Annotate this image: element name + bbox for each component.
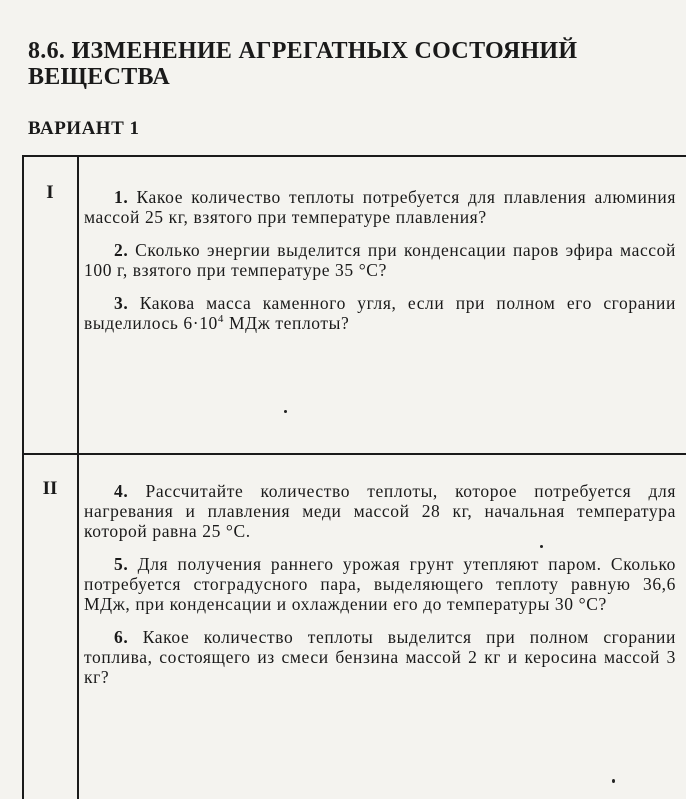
problem-1: [84, 187, 676, 227]
section-title: 8.6. ИЗМЕНЕНИЕ АГРЕГАТНЫХ СОСТОЯНИЙ ВЕЩЕСТВА: [28, 38, 578, 90]
print-speck: [540, 545, 543, 548]
problem-6: [84, 627, 676, 687]
problem-group-1: [84, 187, 676, 346]
problem-group-2: [84, 481, 676, 700]
problem-text: Сколько энергии выделится при конденсации паров эфира массой 100 г, взятого при температуре 35 °C?: [84, 240, 676, 280]
problem-number: 1.: [114, 187, 129, 207]
problem-number: 6.: [114, 627, 129, 647]
problem-text: Какое количество теплоты выделится при полном сгорании топлива, состоящего из смеси бензина массой 2 кг и керосина массой 3 кг?: [84, 627, 676, 687]
problem-4: [84, 481, 676, 541]
problem-number: 3.: [114, 293, 129, 313]
problem-3: [84, 293, 676, 333]
problem-2: [84, 240, 676, 280]
problem-text: Для получения раннего урожая грунт утепляют паром. Сколько потребуется стоградусного пара, выделяющего теплоту равную 36,6 МДж, при конденсации и охлаждении его до температуры 30 °C?: [84, 554, 677, 614]
table-row-divider: [22, 453, 686, 455]
variant-heading: ВАРИАНТ 1: [28, 118, 140, 139]
print-speck: [284, 410, 287, 413]
problem-number: 2.: [114, 240, 129, 260]
level-label-2: II: [42, 478, 58, 499]
problem-text: Какова масса каменного угля, если при полном его сгорании выделилось 6·10: [84, 293, 676, 333]
problem-text: Рассчитайте количество теплоты, которое потребуется для нагревания и плавления меди массой 28 кг, начальная температура которой равна 25 °C.: [84, 481, 676, 541]
table-top-border: [22, 155, 686, 157]
level-label-1: I: [46, 182, 54, 203]
table-left-border: [22, 155, 24, 799]
exponent: 4: [217, 313, 225, 326]
print-speck: [612, 779, 615, 783]
problem-text-end: МДж теплоты?: [224, 313, 350, 333]
table-column-divider: [77, 155, 79, 799]
problem-number: 5.: [114, 554, 129, 574]
problem-text: Какое количество теплоты потребуется для плавления алюминия массой 25 кг, взятого при температуре плавления?: [84, 187, 676, 227]
problem-number: 4.: [114, 481, 129, 501]
problem-5: [84, 554, 676, 614]
